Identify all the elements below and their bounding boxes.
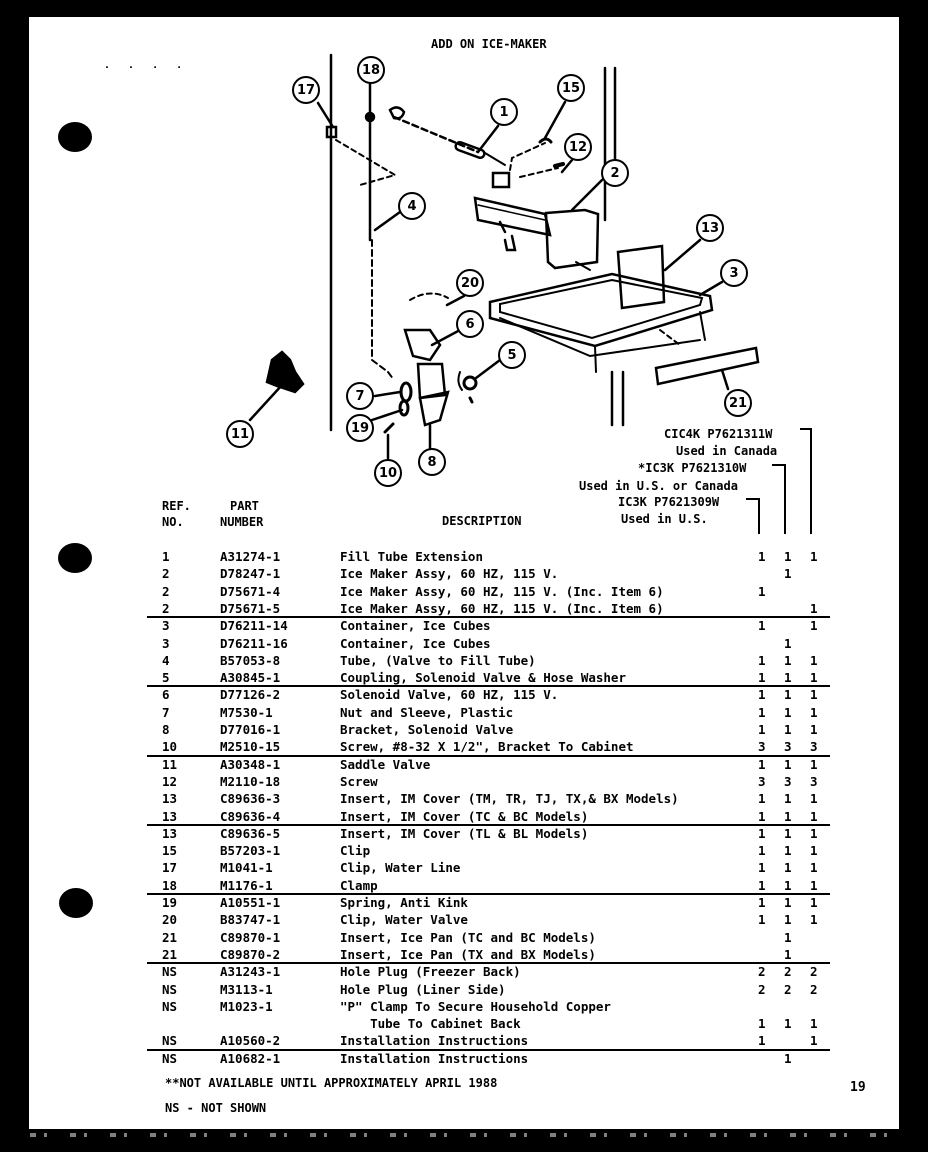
cell-ref: 17 bbox=[162, 860, 178, 876]
cell-ref: 7 bbox=[162, 704, 170, 720]
cell-ref: NS bbox=[162, 1033, 178, 1049]
cell-desc: Spring, Anti Kink bbox=[340, 895, 468, 910]
callout-6: 6 bbox=[456, 310, 484, 338]
cell-part: D77126-2 bbox=[220, 687, 281, 703]
cell-q1: 1 bbox=[758, 843, 766, 859]
cell-ref: 10 bbox=[162, 739, 178, 755]
table-row bbox=[0, 963, 928, 980]
table-row bbox=[0, 946, 928, 963]
cell-ref: 3 bbox=[162, 618, 170, 634]
cell-q1: 1 bbox=[758, 670, 766, 686]
callout-15: 15 bbox=[557, 74, 585, 102]
cell-part: A31243-1 bbox=[220, 964, 281, 980]
cell-desc: Coupling, Solenoid Valve & Hose Washer bbox=[340, 670, 626, 686]
cell-ref: 21 bbox=[162, 946, 178, 962]
cell-part: M1041-1 bbox=[220, 860, 273, 876]
cell-q2: 1 bbox=[784, 566, 792, 582]
cell-q1: 1 bbox=[758, 808, 766, 824]
cell-ref: NS bbox=[162, 964, 178, 980]
cell-q3: 1 bbox=[810, 895, 818, 910]
cell-q1: 1 bbox=[758, 895, 766, 910]
scan-edge bbox=[30, 1133, 910, 1137]
cell-q3: 1 bbox=[810, 670, 818, 686]
cell-q2: 1 bbox=[784, 549, 792, 564]
cell-q2: 1 bbox=[784, 895, 792, 910]
cell-q2: 1 bbox=[784, 912, 792, 928]
cell-desc: Insert, IM Cover (TC & BC Models) bbox=[340, 808, 589, 824]
table-row bbox=[0, 808, 928, 825]
cell-q3: 1 bbox=[810, 722, 818, 737]
callout-21: 21 bbox=[724, 389, 752, 417]
cell-desc: Insert, IM Cover (TL & BL Models) bbox=[340, 825, 589, 841]
cell-part: M2110-18 bbox=[220, 773, 281, 789]
cell-q2: 1 bbox=[784, 670, 792, 686]
table-row bbox=[0, 894, 928, 911]
callout-7: 7 bbox=[346, 382, 374, 410]
callout-1: 1 bbox=[490, 98, 518, 126]
table-row bbox=[0, 686, 928, 703]
cell-ref: 2 bbox=[162, 600, 170, 616]
cell-q3: 1 bbox=[810, 825, 818, 841]
callout-17: 17 bbox=[292, 76, 320, 104]
model-1-name: CIC4K P7621311W bbox=[664, 427, 773, 441]
cell-part: M2510-15 bbox=[220, 739, 281, 755]
cell-part: M1176-1 bbox=[220, 877, 273, 893]
cell-q3: 1 bbox=[810, 618, 818, 634]
cell-part: D76211-14 bbox=[220, 618, 288, 634]
cell-ref: 12 bbox=[162, 773, 178, 789]
callout-11: 11 bbox=[226, 420, 254, 448]
header-ref-line2: NO. bbox=[162, 515, 184, 529]
cell-ref: 21 bbox=[162, 929, 178, 945]
cell-part: C89870-2 bbox=[220, 946, 281, 962]
cell-desc: "P" Clamp To Secure Household Copper bbox=[340, 998, 611, 1014]
cell-desc: Tube, (Valve to Fill Tube) bbox=[340, 652, 536, 668]
cell-q1: 2 bbox=[758, 981, 766, 997]
callout-13: 13 bbox=[696, 214, 724, 242]
cell-q2: 1 bbox=[784, 877, 792, 893]
cell-q2: 3 bbox=[784, 773, 792, 789]
table-row bbox=[0, 859, 928, 876]
callout-5: 5 bbox=[498, 341, 526, 369]
cell-q2: 1 bbox=[784, 791, 792, 807]
header-part-line1: PART bbox=[230, 499, 259, 513]
cell-part: B83747-1 bbox=[220, 912, 281, 928]
cell-part: D78247-1 bbox=[220, 566, 281, 582]
cell-part: C89636-5 bbox=[220, 825, 281, 841]
cell-ref: 1 bbox=[162, 549, 170, 564]
callout-19: 19 bbox=[346, 414, 374, 442]
cell-part: A10560-2 bbox=[220, 1033, 281, 1049]
cell-q1: 1 bbox=[758, 877, 766, 893]
cell-q3: 1 bbox=[810, 843, 818, 859]
ns-legend: NS - NOT SHOWN bbox=[165, 1101, 267, 1115]
callout-2: 2 bbox=[601, 159, 629, 187]
cell-desc: Ice Maker Assy, 60 HZ, 115 V. bbox=[340, 566, 559, 582]
cell-q1: 1 bbox=[758, 756, 766, 772]
cell-ref: 2 bbox=[162, 583, 170, 599]
cell-q2: 2 bbox=[784, 964, 792, 980]
cell-q2: 1 bbox=[784, 635, 792, 651]
cell-q2: 2 bbox=[784, 981, 792, 997]
table-row bbox=[0, 842, 928, 859]
cell-desc: Screw bbox=[340, 773, 378, 789]
cell-q3: 1 bbox=[810, 912, 818, 928]
page-number: 19 bbox=[850, 1080, 866, 1095]
cell-q2: 3 bbox=[784, 739, 792, 755]
cell-desc: Saddle Valve bbox=[340, 756, 431, 772]
callout-20: 20 bbox=[456, 269, 484, 297]
table-row bbox=[0, 911, 928, 928]
cell-q1: 1 bbox=[758, 687, 766, 703]
scan-dots: . . . . bbox=[104, 60, 189, 71]
callout-18: 18 bbox=[357, 56, 385, 84]
cell-ref: NS bbox=[162, 998, 178, 1014]
cell-q2: 1 bbox=[784, 843, 792, 859]
callout-12: 12 bbox=[564, 133, 592, 161]
cell-q3: 3 bbox=[810, 773, 818, 789]
cell-q3: 1 bbox=[810, 791, 818, 807]
cell-q1: 1 bbox=[758, 1016, 766, 1032]
table-row bbox=[0, 1050, 928, 1067]
cell-q3: 1 bbox=[810, 1016, 818, 1032]
cell-part: D75671-4 bbox=[220, 583, 281, 599]
cell-desc: Container, Ice Cubes bbox=[340, 618, 491, 634]
cell-q2: 1 bbox=[784, 860, 792, 876]
cell-part: A10682-1 bbox=[220, 1050, 281, 1066]
cell-desc: Insert, Ice Pan (TC and BC Models) bbox=[340, 929, 596, 945]
cell-ref: 3 bbox=[162, 635, 170, 651]
cell-desc: Clip, Water Line bbox=[340, 860, 461, 876]
cell-part: M7530-1 bbox=[220, 704, 273, 720]
model-1-bracket bbox=[800, 428, 812, 534]
table-row bbox=[0, 981, 928, 998]
cell-part: A31274-1 bbox=[220, 549, 281, 564]
model-2-name: *IC3K P7621310W bbox=[638, 461, 747, 475]
cell-desc: Installation Instructions bbox=[340, 1050, 529, 1066]
table-row bbox=[0, 635, 928, 652]
cell-part: M1023-1 bbox=[220, 998, 273, 1014]
cell-q3: 1 bbox=[810, 756, 818, 772]
model-1-note: Used in Canada bbox=[676, 444, 778, 458]
cell-q3: 1 bbox=[810, 808, 818, 824]
table-row bbox=[0, 929, 928, 946]
cell-ref: 11 bbox=[162, 756, 178, 772]
cell-desc: Solenoid Valve, 60 HZ, 115 V. bbox=[340, 687, 559, 703]
cell-q1: 1 bbox=[758, 791, 766, 807]
cell-q2: 1 bbox=[784, 652, 792, 668]
table-row bbox=[0, 1015, 928, 1032]
exploded-parts-diagram bbox=[0, 0, 928, 500]
cell-desc: Hole Plug (Liner Side) bbox=[340, 981, 506, 997]
cell-ref: 15 bbox=[162, 843, 178, 859]
cell-part: D77016-1 bbox=[220, 722, 281, 737]
cell-ref: 4 bbox=[162, 652, 170, 668]
cell-q3: 1 bbox=[810, 704, 818, 720]
cell-q1: 1 bbox=[758, 825, 766, 841]
cell-desc: Nut and Sleeve, Plastic bbox=[340, 704, 514, 720]
cell-q2: 1 bbox=[784, 1016, 792, 1032]
cell-q1: 1 bbox=[758, 583, 766, 599]
table-row bbox=[0, 998, 928, 1015]
cell-desc: Tube To Cabinet Back bbox=[340, 1016, 521, 1032]
cell-desc: Fill Tube Extension bbox=[340, 549, 483, 564]
cell-q2: 1 bbox=[784, 825, 792, 841]
table-row bbox=[0, 600, 928, 617]
cell-ref: 20 bbox=[162, 912, 178, 928]
table-row bbox=[0, 756, 928, 773]
availability-note: **NOT AVAILABLE UNTIL APPROXIMATELY APRIL 1988 bbox=[165, 1076, 498, 1090]
cell-q2: 1 bbox=[784, 687, 792, 703]
table-row bbox=[0, 1032, 928, 1049]
cell-q1: 1 bbox=[758, 912, 766, 928]
cell-desc: Insert, Ice Pan (TX and BX Models) bbox=[340, 946, 596, 962]
cell-q2: 1 bbox=[784, 946, 792, 962]
cell-ref: 8 bbox=[162, 722, 170, 737]
cell-part: D75671-5 bbox=[220, 600, 281, 616]
table-row bbox=[0, 652, 928, 669]
cell-desc: Hole Plug (Freezer Back) bbox=[340, 964, 521, 980]
cell-q3: 1 bbox=[810, 600, 818, 616]
table-row bbox=[0, 617, 928, 634]
cell-ref: 6 bbox=[162, 687, 170, 703]
cell-part: A30845-1 bbox=[220, 670, 281, 686]
callout-3: 3 bbox=[720, 259, 748, 287]
table-row bbox=[0, 825, 928, 842]
cell-part: A30348-1 bbox=[220, 756, 281, 772]
model-2-bracket bbox=[772, 464, 786, 534]
cell-q3: 3 bbox=[810, 739, 818, 755]
cell-ref: 18 bbox=[162, 877, 178, 893]
cell-desc: Clip, Water Valve bbox=[340, 912, 468, 928]
model-3-bracket bbox=[746, 498, 760, 534]
cell-q1: 1 bbox=[758, 618, 766, 634]
cell-q3: 1 bbox=[810, 652, 818, 668]
callout-10: 10 bbox=[374, 459, 402, 487]
cell-ref: 13 bbox=[162, 791, 178, 807]
header-description: DESCRIPTION bbox=[442, 514, 522, 528]
model-2-note: Used in U.S. or Canada bbox=[579, 479, 738, 493]
cell-q1: 3 bbox=[758, 773, 766, 789]
model-3-name: IC3K P7621309W bbox=[618, 495, 720, 509]
cell-ref: NS bbox=[162, 981, 178, 997]
page-title: ADD ON ICE-MAKER bbox=[431, 37, 547, 51]
cell-part: B57053-8 bbox=[220, 652, 281, 668]
cell-q3: 1 bbox=[810, 549, 818, 564]
cell-q3: 1 bbox=[810, 877, 818, 893]
cell-q1: 1 bbox=[758, 549, 766, 564]
table-row bbox=[0, 704, 928, 721]
cell-desc: Installation Instructions bbox=[340, 1033, 529, 1049]
cell-part: C89636-3 bbox=[220, 791, 281, 807]
cell-ref: NS bbox=[162, 1050, 178, 1066]
cell-q1: 3 bbox=[758, 739, 766, 755]
callout-4: 4 bbox=[398, 192, 426, 220]
cell-desc: Clip bbox=[340, 843, 371, 859]
cell-ref: 13 bbox=[162, 825, 178, 841]
table-row bbox=[0, 548, 928, 565]
cell-part: B57203-1 bbox=[220, 843, 281, 859]
cell-desc: Screw, #8-32 X 1/2", Bracket To Cabinet bbox=[340, 739, 634, 755]
table-row bbox=[0, 565, 928, 582]
cell-desc: Clamp bbox=[340, 877, 378, 893]
cell-q1: 1 bbox=[758, 722, 766, 737]
cell-q3: 1 bbox=[810, 860, 818, 876]
table-row bbox=[0, 669, 928, 686]
cell-q3: 1 bbox=[810, 687, 818, 703]
cell-part: C89636-4 bbox=[220, 808, 281, 824]
header-ref-line1: REF. bbox=[162, 499, 191, 513]
cell-q3: 2 bbox=[810, 964, 818, 980]
cell-part: M3113-1 bbox=[220, 981, 273, 997]
cell-q1: 1 bbox=[758, 1033, 766, 1049]
table-row bbox=[0, 877, 928, 894]
cell-q1: 2 bbox=[758, 964, 766, 980]
table-row bbox=[0, 790, 928, 807]
cell-q2: 1 bbox=[784, 808, 792, 824]
cell-ref: 13 bbox=[162, 808, 178, 824]
header-part-line2: NUMBER bbox=[220, 515, 264, 529]
cell-desc: Ice Maker Assy, 60 HZ, 115 V. (Inc. Item 6) bbox=[340, 600, 664, 616]
cell-q1: 1 bbox=[758, 652, 766, 668]
cell-q3: 2 bbox=[810, 981, 818, 997]
table-row bbox=[0, 773, 928, 790]
cell-desc: Container, Ice Cubes bbox=[340, 635, 491, 651]
cell-q2: 1 bbox=[784, 1050, 792, 1066]
cell-ref: 5 bbox=[162, 670, 170, 686]
cell-q1: 1 bbox=[758, 704, 766, 720]
cell-q2: 1 bbox=[784, 722, 792, 737]
cell-q2: 1 bbox=[784, 756, 792, 772]
table-row bbox=[0, 583, 928, 600]
cell-desc: Ice Maker Assy, 60 HZ, 115 V. (Inc. Item 6) bbox=[340, 583, 664, 599]
callout-8: 8 bbox=[418, 448, 446, 476]
model-3-note: Used in U.S. bbox=[621, 512, 708, 526]
cell-q2: 1 bbox=[784, 929, 792, 945]
cell-q3: 1 bbox=[810, 1033, 818, 1049]
cell-q1: 1 bbox=[758, 860, 766, 876]
cell-desc: Insert, IM Cover (TM, TR, TJ, TX,& BX Models) bbox=[340, 791, 679, 807]
cell-ref: 19 bbox=[162, 895, 178, 910]
table-row bbox=[0, 721, 928, 738]
cell-ref: 2 bbox=[162, 566, 170, 582]
cell-part: D76211-16 bbox=[220, 635, 288, 651]
cell-part: C89870-1 bbox=[220, 929, 281, 945]
cell-q2: 1 bbox=[784, 704, 792, 720]
cell-part: A10551-1 bbox=[220, 895, 281, 910]
cell-desc: Bracket, Solenoid Valve bbox=[340, 722, 514, 737]
table-row bbox=[0, 738, 928, 755]
